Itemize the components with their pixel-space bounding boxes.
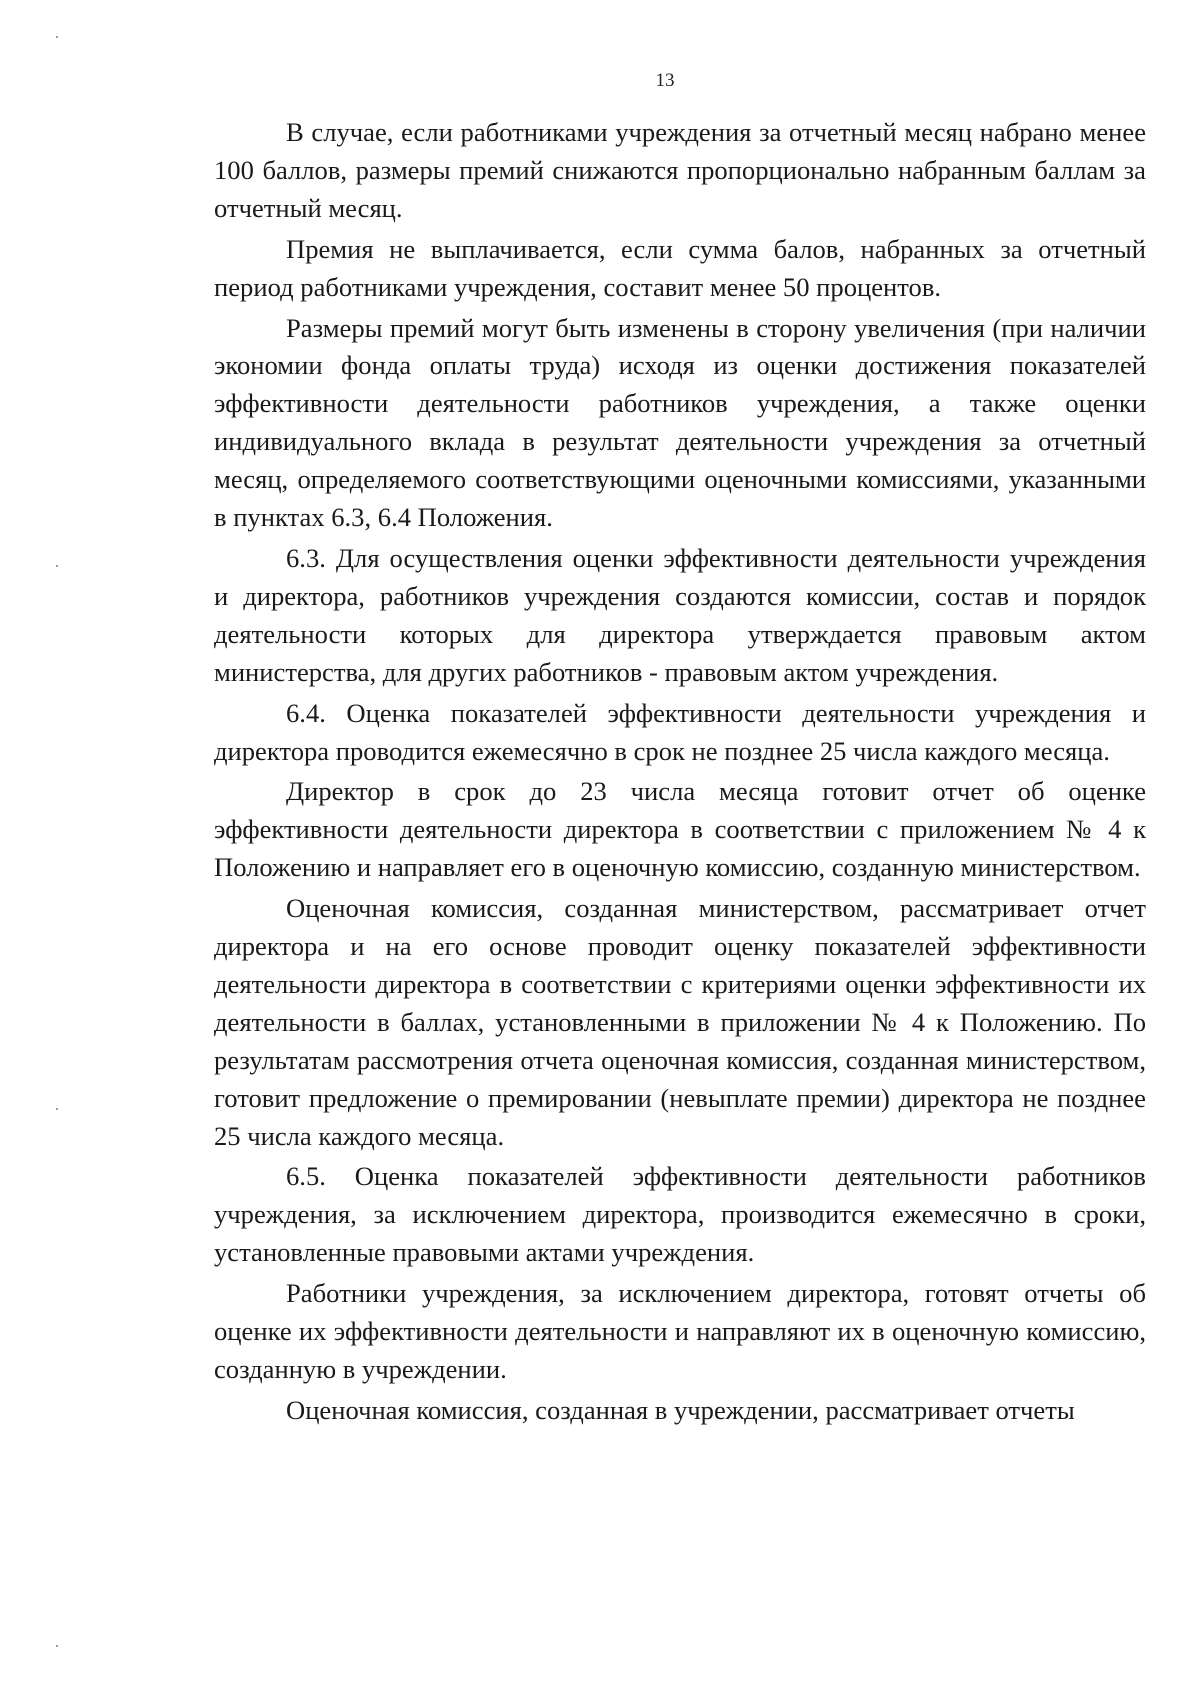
document-body bbox=[214, 114, 1146, 1433]
paragraph-director-report: Директор в срок до 23 числа месяца готовит отчет об оценке эффективности деятельности директора в соответствии с приложением № 4 к Положению и направляет его в оценочную комиссию, созданную министерством. bbox=[214, 776, 1146, 883]
scan-mark bbox=[56, 36, 58, 38]
paragraph-section-6-3: 6.3. Для осуществления оценки эффективности деятельности учреждения и директора, работников учреждения создаются комиссии, состав и порядок деятельности которых для директора утверждается правовым актом министерства, для других работников - правовым актом учреждения. bbox=[214, 542, 1146, 687]
paragraph-institution-commission: Оценочная комиссия, созданная в учреждении, рассматривает отчеты bbox=[286, 1394, 1075, 1425]
scan-mark bbox=[56, 1645, 58, 1647]
page-number: 13 bbox=[655, 70, 675, 91]
paragraph-employee-reports: Работники учреждения, за исключением директора, готовят отчеты об оценке их эффективности деятельности и направляют их в оценочную комиссию, созданную в учреждении. bbox=[214, 1278, 1146, 1384]
paragraph-section-6-5: 6.5. Оценка показателей эффективности деятельности работников учреждения, за исключением директора, производится ежемесячно в сроки, установленные правовыми актами учреждения. bbox=[214, 1161, 1146, 1268]
paragraph-points-reduction: В случае, если работниками учреждения за отчетный месяц набрано менее 100 баллов, размеры премий снижаются пропорционально набранным баллам за отчетный месяц. bbox=[214, 117, 1146, 223]
paragraph-no-bonus: Премия не выплачивается, если сумма балов, набранных за отчетный период работниками учреждения, составит менее 50 процентов. bbox=[214, 233, 1146, 302]
scan-mark bbox=[56, 565, 58, 567]
paragraph-ministry-commission: Оценочная комиссия, созданная министерством, рассматривает отчет директора и на его основе проводит оценку показателей эффективности деятельности директора в соответствии с критериями оценки эффективности их деятельности в баллах, установленными в приложении № 4 к Положению. По результатам рассмотрения отчета оценочная комиссия, созданная министерством, готовит предложение о премировании (невыплате премии) директора не позднее 25 числа каждого месяца. bbox=[214, 893, 1146, 1151]
paragraph-section-6-4: 6.4. Оценка показателей эффективности деятельности учреждения и директора проводится ежемесячно в срок не позднее 25 числа каждого месяца. bbox=[214, 697, 1146, 766]
scan-mark bbox=[56, 1108, 58, 1110]
paragraph-bonus-increase: Размеры премий могут быть изменены в сторону увеличения (при наличии экономии фонда оплаты труда) исходя из оценки достижения показателей эффективности деятельности работников учреждения, а также оценки индивидуального вклада в результат деятельности учреждения за отчетный месяц, определяемого соответствующими оценочными комиссиями, указанными в пунктах 6.3, 6.4 Положения. bbox=[214, 312, 1146, 533]
